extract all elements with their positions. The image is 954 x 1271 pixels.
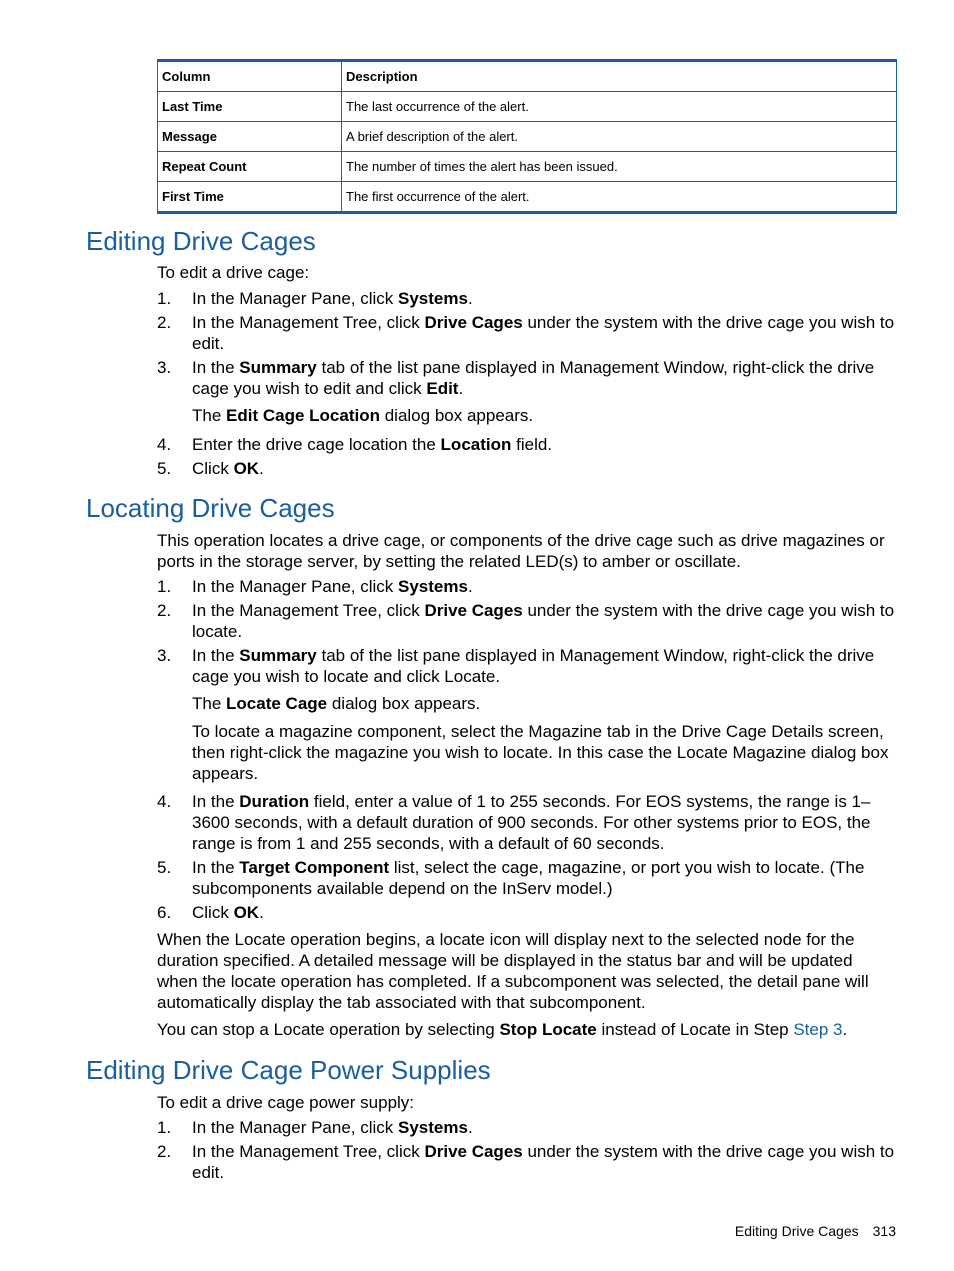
- step-text: In the Management Tree, click: [192, 313, 425, 332]
- step-text: under the system with the drive cage you wish to edit.: [192, 313, 895, 353]
- list-item: [157, 791, 897, 854]
- ui-term: Stop Locate: [499, 1020, 597, 1039]
- step-text: In the: [192, 858, 240, 877]
- table-row: [158, 182, 897, 213]
- body-paragraph: When the Locate operation begins, a locate icon will display next to the selected node for the duration specified. A detailed message will be displayed in the status bar and will be updated when the locate operation has completed. If a subcomponent was selected, the detail pane will automatically display the tab associated with that subcomponent.: [157, 930, 869, 1012]
- body-paragraph: [157, 1019, 897, 1040]
- description-header: Description: [342, 61, 897, 92]
- step-text: In the: [192, 358, 240, 377]
- step-text: tab of the list pane displayed in Management Window, right-click the drive cage you wish to edit and click: [192, 358, 875, 398]
- footer-section-title: Editing Drive Cages: [734, 1223, 859, 1239]
- ui-term: OK: [233, 903, 260, 922]
- step-note: [192, 693, 897, 714]
- list-item: [157, 857, 897, 899]
- ui-term: Drive Cages: [424, 601, 523, 620]
- step-text: .: [467, 289, 473, 308]
- note-text: dialog box appears.: [327, 694, 481, 713]
- step-text: Enter the drive cage location the: [192, 435, 441, 454]
- step-text: .: [467, 1118, 473, 1137]
- section-intro: To edit a drive cage power supply:: [157, 1093, 415, 1112]
- table-cell-description: The last occurrence of the alert.: [342, 92, 897, 122]
- step-3-link[interactable]: Step 3: [793, 1020, 843, 1039]
- ui-term: Systems: [398, 577, 468, 596]
- list-item: [157, 1117, 897, 1138]
- ui-term: Drive Cages: [424, 313, 523, 332]
- ui-term: Target Component: [239, 858, 390, 877]
- table-cell-column: Repeat Count: [158, 152, 342, 182]
- section-title-editing-drive-cages: Editing Drive Cages: [86, 226, 316, 256]
- step-note: To locate a magazine component, select the Magazine tab in the Drive Cage Details screen, then right-click the magazine you wish to locate. In this case the Locate Magazine dialog box appears.: [192, 722, 889, 783]
- step-number: 3.: [157, 358, 172, 377]
- step-number: 5.: [157, 858, 172, 877]
- step-text: field.: [511, 435, 553, 454]
- step-number: 1.: [157, 1118, 172, 1137]
- step-text: .: [467, 577, 473, 596]
- ui-term: Summary: [239, 358, 317, 377]
- section-intro: To edit a drive cage:: [157, 263, 310, 282]
- ui-term: Drive Cages: [424, 1142, 523, 1161]
- list-item: [157, 288, 897, 309]
- ui-term: Systems: [398, 1118, 468, 1137]
- list-item: [157, 645, 897, 687]
- list-item: [157, 902, 897, 923]
- paragraph-text: .: [842, 1020, 848, 1039]
- step-text: under the system with the drive cage you wish to edit.: [192, 1142, 895, 1182]
- step-text: .: [259, 903, 264, 922]
- table-cell-description: A brief description of the alert.: [342, 122, 897, 152]
- step-text: Click: [192, 903, 234, 922]
- step-text: tab of the list pane displayed in Management Window, right-click the drive cage you wish to locate and click Locate.: [192, 646, 875, 686]
- table-header-row: [158, 61, 897, 92]
- ui-term: Summary: [239, 646, 317, 665]
- section-title-editing-drive-cage-power-supplies: Editing Drive Cage Power Supplies: [86, 1055, 491, 1085]
- step-number: 4.: [157, 435, 172, 454]
- step-text: .: [259, 459, 264, 478]
- table-row: [158, 122, 897, 152]
- ui-term: Location: [440, 435, 512, 454]
- note-text: The: [192, 406, 227, 425]
- step-number: 1.: [157, 577, 172, 596]
- step-text: In the Manager Pane, click: [192, 289, 399, 308]
- ui-term: Edit: [426, 379, 459, 398]
- step-text: under the system with the drive cage you wish to locate.: [192, 601, 895, 641]
- ui-term: OK: [233, 459, 260, 478]
- step-number: 5.: [157, 459, 172, 478]
- table-cell-column: First Time: [158, 182, 342, 213]
- list-item: [157, 312, 897, 354]
- paragraph-text: You can stop a Locate operation by selecting: [157, 1020, 500, 1039]
- table-row: [158, 92, 897, 122]
- step-number: 2.: [157, 1142, 172, 1161]
- step-number: 2.: [157, 601, 172, 620]
- step-number: 3.: [157, 646, 172, 665]
- step-text: In the Manager Pane, click: [192, 1118, 399, 1137]
- ui-term: Locate Cage: [226, 694, 328, 713]
- table-cell-column: Last Time: [158, 92, 342, 122]
- list-item: [157, 1141, 897, 1183]
- table-cell-description: The first occurrence of the alert.: [342, 182, 897, 213]
- step-text: Click: [192, 459, 234, 478]
- step-number: 2.: [157, 313, 172, 332]
- step-note: [192, 405, 897, 426]
- list-item: [157, 600, 897, 642]
- step-number: 6.: [157, 903, 172, 922]
- table-cell-column: Message: [158, 122, 342, 152]
- step-text: In the: [192, 792, 240, 811]
- page-footer: [735, 1223, 896, 1239]
- step-text: In the Manager Pane, click: [192, 577, 399, 596]
- list-item: [157, 576, 897, 597]
- table-cell-description: The number of times the alert has been issued.: [342, 152, 897, 182]
- step-text: field, enter a value of 1 to 255 seconds. For EOS systems, the range is 1–3600 seconds, with a default duration of 900 seconds. For other systems prior to EOS, the range is from 1 and 255 seconds, with a default of 60 seconds.: [192, 792, 871, 853]
- step-text: In the Management Tree, click: [192, 1142, 425, 1161]
- note-text: The: [192, 694, 227, 713]
- step-number: 4.: [157, 792, 172, 811]
- list-item: [157, 434, 897, 455]
- step-text: list, select the cage, magazine, or port you wish to locate. (The subcomponents available depend on the InServ model.): [192, 858, 865, 898]
- ui-term: Duration: [239, 792, 310, 811]
- step-text: In the Management Tree, click: [192, 601, 425, 620]
- paragraph-text: instead of Locate in Step: [596, 1020, 794, 1039]
- note-text: dialog box appears.: [380, 406, 534, 425]
- ui-term: Systems: [398, 289, 468, 308]
- list-item: [157, 357, 897, 399]
- column-header: Column: [158, 61, 342, 92]
- step-number: 1.: [157, 289, 172, 308]
- list-item: [157, 458, 897, 479]
- step-text: In the: [192, 646, 240, 665]
- section-title-locating-drive-cages: Locating Drive Cages: [86, 493, 335, 523]
- page-number: 313: [872, 1223, 896, 1239]
- step-text: .: [458, 379, 464, 398]
- ui-term: Edit Cage Location: [226, 406, 380, 425]
- table-row: [158, 152, 897, 182]
- section-intro: This operation locates a drive cage, or components of the drive cage such as drive magazines or ports in the storage server, by setting the related LED(s) to amber or oscillate.: [157, 531, 885, 571]
- alert-columns-table: [157, 59, 897, 214]
